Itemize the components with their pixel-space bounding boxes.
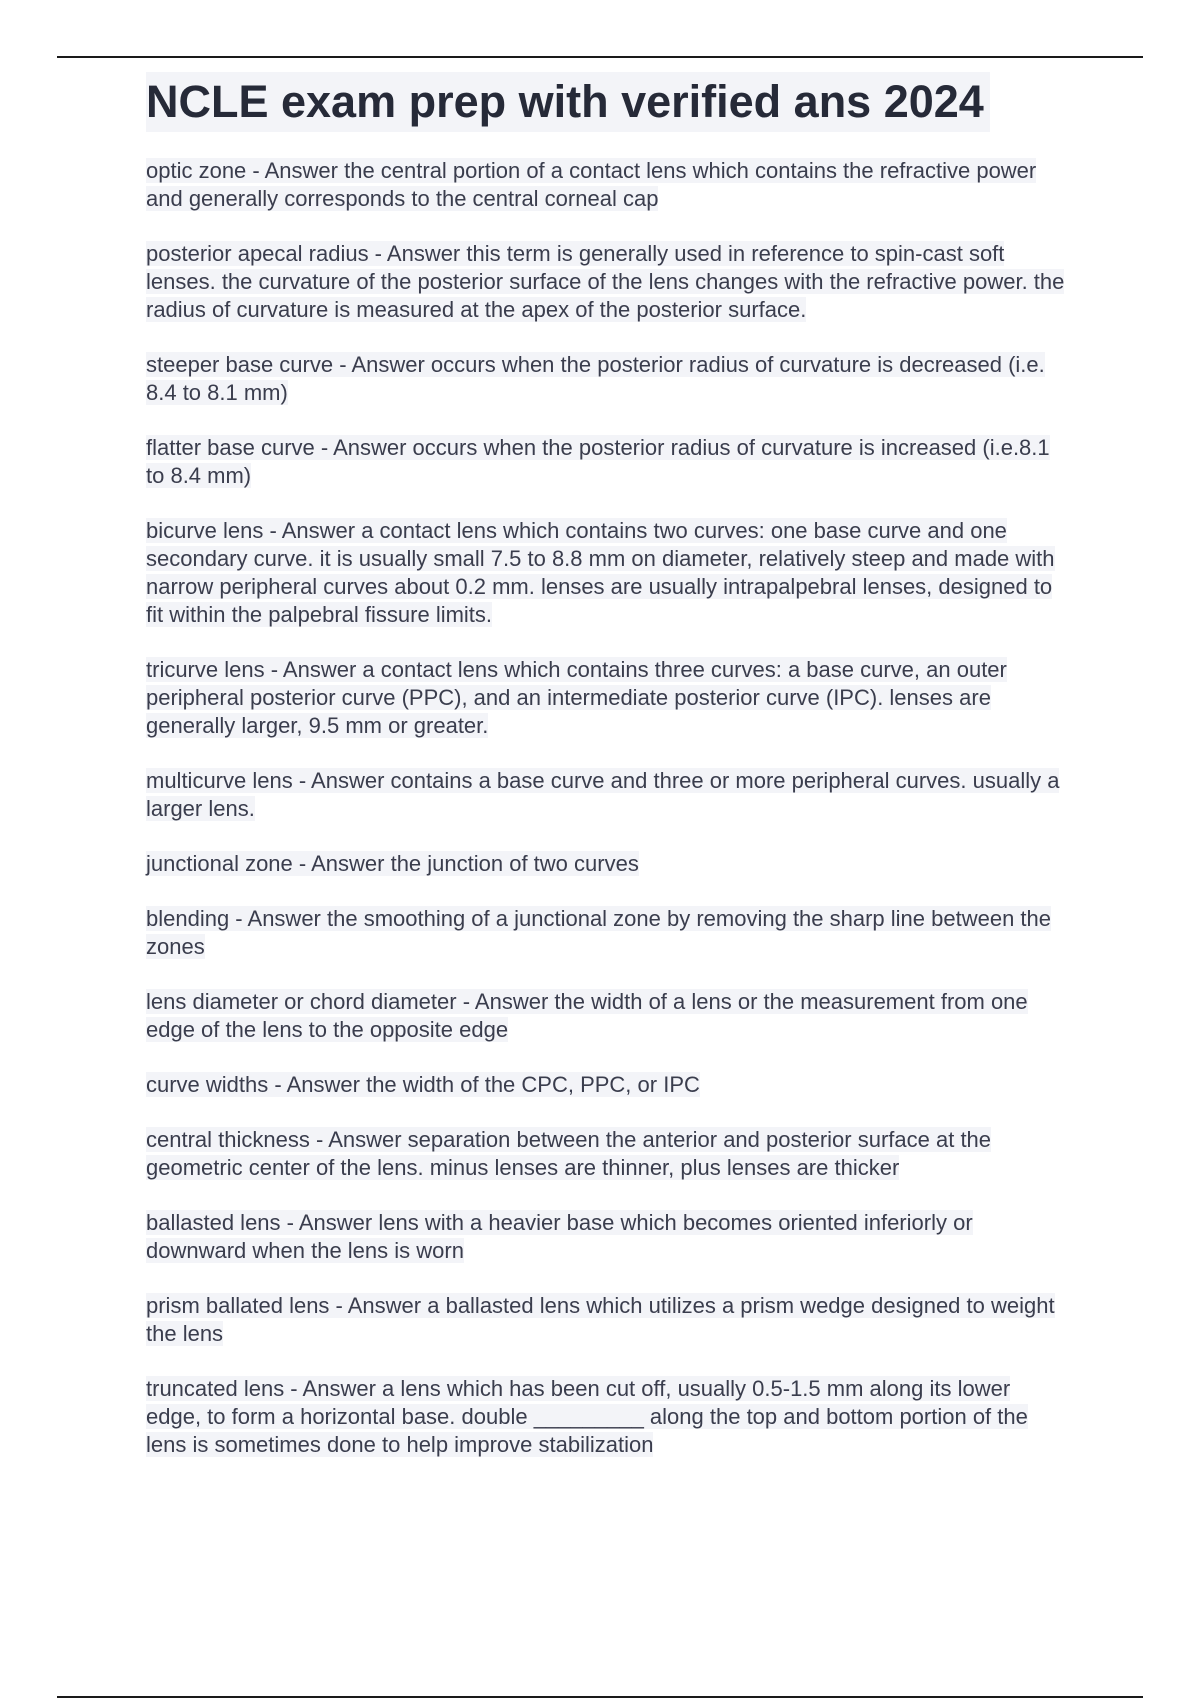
list-item	[146, 1209, 1066, 1265]
entry-text: truncated lens - Answer a lens which has been cut off, usually 0.5-1.5 mm along its lower edge, to form a horizontal base. double _________ along the top and bottom portion of the lens is sometimes done to help improve stabilization	[146, 1376, 1028, 1457]
entry-text: central thickness - Answer separation between the anterior and posterior surface at the geometric center of the lens. minus lenses are thinner, plus lenses are thicker	[146, 1127, 992, 1180]
list-item	[146, 850, 1066, 878]
entry-text: steeper base curve - Answer occurs when the posterior radius of curvature is decreased (i.e. 8.4 to 8.1 mm)	[146, 352, 1045, 405]
list-item	[146, 1126, 1066, 1182]
entry-text: posterior apecal radius - Answer this term is generally used in reference to spin-cast soft lenses. the curvature of the posterior surface of the lens changes with the refractive power. the radius of curvature is measured at the apex of the posterior surface.	[146, 241, 1065, 322]
list-item	[146, 1375, 1066, 1459]
list-item	[146, 517, 1066, 629]
entry-text: optic zone - Answer the central portion of a contact lens which contains the refractive power and generally corresponds to the central corneal cap	[146, 158, 1037, 211]
entry-text: blending - Answer the smoothing of a junctional zone by removing the sharp line between the zones	[146, 906, 1052, 959]
list-item	[146, 1071, 1066, 1099]
entry-text: flatter base curve - Answer occurs when the posterior radius of curvature is increased (i.e.8.1 to 8.4 mm)	[146, 435, 1050, 488]
entry-text: prism ballated lens - Answer a ballasted lens which utilizes a prism wedge designed to weight the lens	[146, 1293, 1055, 1346]
entry-text: curve widths - Answer the width of the CPC, PPC, or IPC	[146, 1072, 700, 1097]
list-item	[146, 240, 1066, 324]
list-item	[146, 1292, 1066, 1348]
bottom-rule	[57, 1696, 1143, 1698]
top-rule	[57, 56, 1143, 58]
entry-text: tricurve lens - Answer a contact lens which contains three curves: a base curve, an outer peripheral posterior curve (PPC), and an intermediate posterior curve (IPC). lenses are generally larger, 9.5 mm or greater.	[146, 657, 1007, 738]
entry-text: ballasted lens - Answer lens with a heavier base which becomes oriented inferiorly or downward when the lens is worn	[146, 1210, 973, 1263]
list-item	[146, 767, 1066, 823]
list-item	[146, 351, 1066, 407]
flashcard-list	[146, 157, 1146, 1459]
entry-text: junctional zone - Answer the junction of two curves	[146, 851, 639, 876]
entry-text: bicurve lens - Answer a contact lens which contains two curves: one base curve and one secondary curve. it is usually small 7.5 to 8.8 mm on diameter, relatively steep and made with narrow peripheral curves about 0.2 mm. lenses are usually intrapalpebral lenses, designed to fit within the palpebral fissure limits.	[146, 518, 1055, 627]
document-body	[146, 72, 1146, 1486]
list-item	[146, 905, 1066, 961]
entry-text: lens diameter or chord diameter - Answer the width of a lens or the measurement from one edge of the lens to the opposite edge	[146, 989, 1028, 1042]
list-item	[146, 434, 1066, 490]
list-item	[146, 988, 1066, 1044]
list-item	[146, 157, 1066, 213]
document-title: NCLE exam prep with verified ans 2024	[146, 72, 990, 132]
list-item	[146, 656, 1066, 740]
entry-text: multicurve lens - Answer contains a base curve and three or more peripheral curves. usually a larger lens.	[146, 768, 1060, 821]
